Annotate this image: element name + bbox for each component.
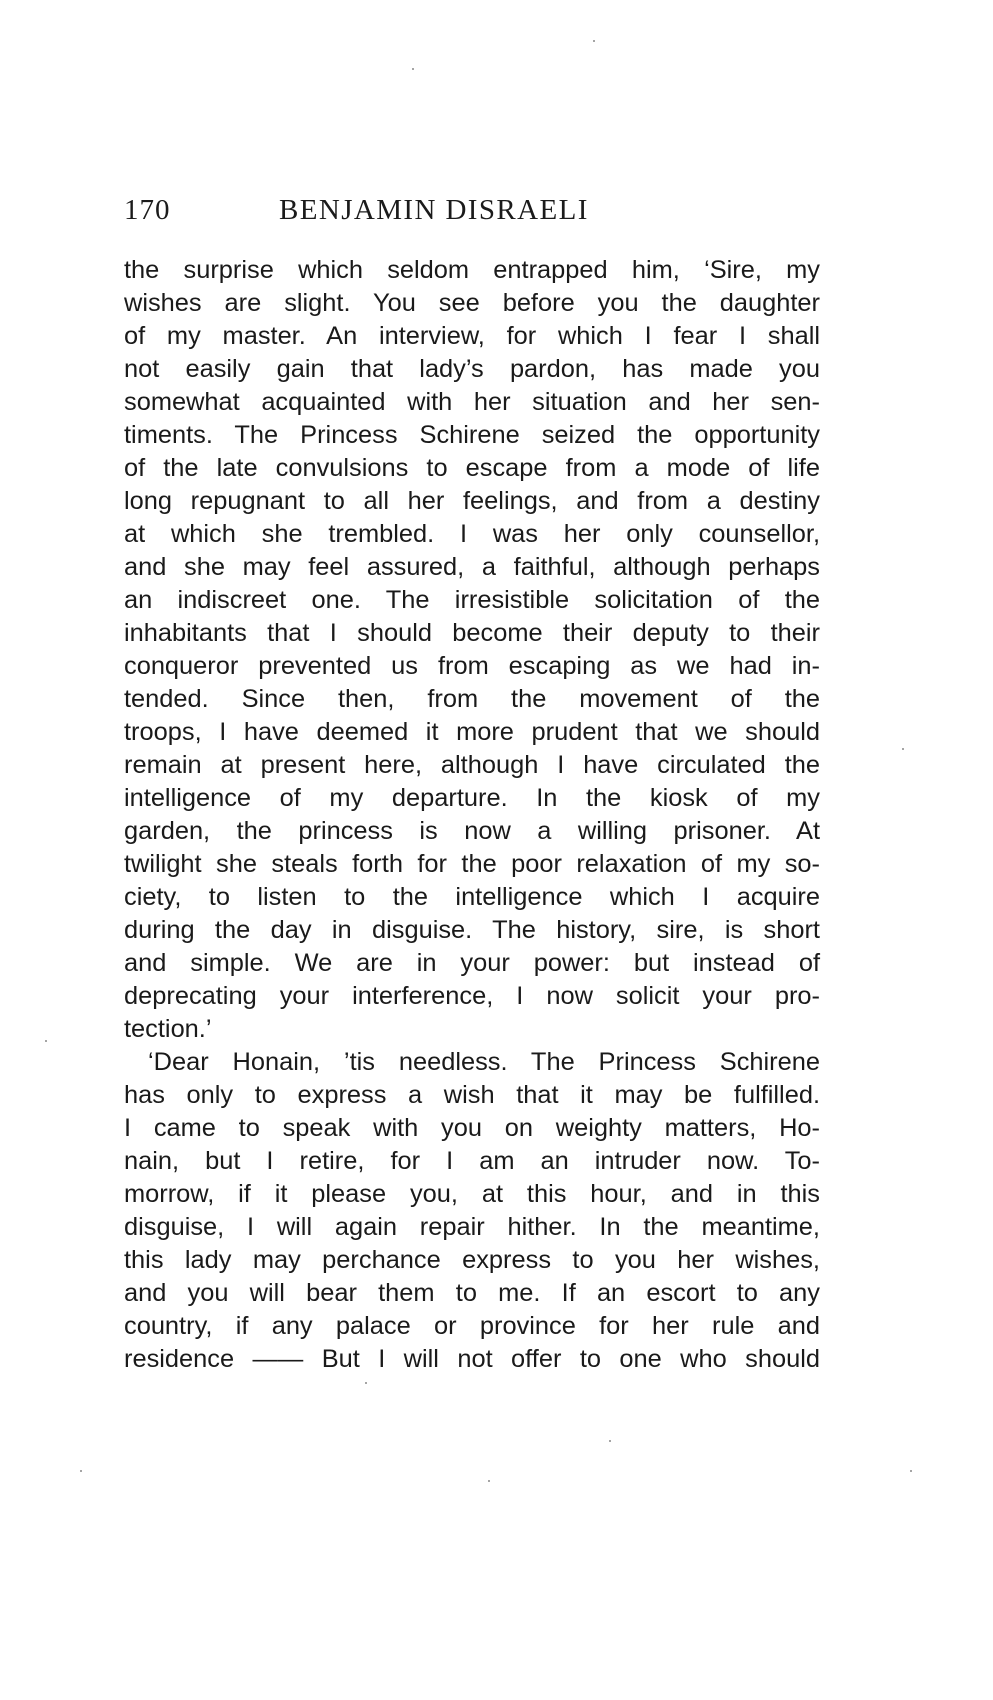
text-line: of the late convulsions to escape from a mode of life (124, 454, 820, 482)
text-line: garden, the princess is now a willing prisoner. At (124, 817, 820, 845)
text-line: morrow, if it please you, at this hour, and in this (124, 1180, 820, 1208)
text-line: long repugnant to all her feelings, and from a destiny (124, 487, 820, 515)
text-line: has only to express a wish that it may be fulfilled. (124, 1081, 820, 1109)
text-line: country, if any palace or province for her rule and (124, 1312, 820, 1340)
text-line: tended. Since then, from the movement of the (124, 685, 820, 713)
text-line: and she may feel assured, a faithful, although perhaps (124, 553, 820, 581)
paragraph (124, 1046, 820, 1376)
text-line: timents. The Princess Schirene seized the opportunity (124, 421, 820, 449)
text-line: disguise, I will again repair hither. In the meantime, (124, 1213, 820, 1241)
scan-speck (365, 1382, 367, 1384)
scan-speck (488, 1480, 490, 1482)
text-line: an indiscreet one. The irresistible solicitation of the (124, 586, 820, 614)
text-line: intelligence of my departure. In the kiosk of my (124, 784, 820, 812)
text-line: at which she trembled. I was her only counsellor, (124, 520, 820, 548)
text-line: wishes are slight. You see before you the daughter (124, 289, 820, 317)
text-line: and simple. We are in your power: but instead of (124, 949, 820, 977)
paragraph (124, 254, 820, 1046)
text-line: nain, but I retire, for I am an intruder now. To- (124, 1147, 820, 1175)
scan-speck (910, 1470, 912, 1472)
page-body-text (124, 254, 820, 1376)
page-header (124, 188, 824, 232)
text-line: the surprise which seldom entrapped him, ‘Sire, my (124, 256, 820, 284)
text-line: ciety, to listen to the intelligence which I acquire (124, 883, 820, 911)
text-line: conqueror prevented us from escaping as we had in- (124, 652, 820, 680)
text-line: residence —— But I will not offer to one who should (124, 1345, 820, 1373)
text-line: deprecating your interference, I now solicit your pro- (124, 982, 820, 1010)
scan-speck (412, 68, 414, 70)
text-line: not easily gain that lady’s pardon, has made you (124, 355, 820, 383)
scan-speck (45, 1040, 47, 1042)
running-title: BENJAMIN DISRAELI (279, 194, 589, 226)
scan-speck (609, 1440, 611, 1442)
text-line: ‘Dear Honain, ’tis needless. The Princess Schirene (148, 1048, 820, 1076)
text-line: somewhat acquainted with her situation and her sen- (124, 388, 820, 416)
text-line: I came to speak with you on weighty matters, Ho- (124, 1114, 820, 1142)
text-line: troops, I have deemed it more prudent that we should (124, 718, 820, 746)
text-line: remain at present here, although I have circulated the (124, 751, 820, 779)
text-line: and you will bear them to me. If an escort to any (124, 1279, 820, 1307)
text-line: tection.’ (124, 1015, 212, 1043)
text-line: this lady may perchance express to you her wishes, (124, 1246, 820, 1274)
text-line: inhabitants that I should become their deputy to their (124, 619, 820, 647)
text-line: twilight she steals forth for the poor relaxation of my so- (124, 850, 820, 878)
text-line: of my master. An interview, for which I fear I shall (124, 322, 820, 350)
scan-speck (80, 1470, 82, 1472)
page-number: 170 (124, 194, 171, 226)
scan-speck (593, 40, 595, 42)
scan-speck (902, 748, 904, 750)
text-line: during the day in disguise. The history, sire, is short (124, 916, 820, 944)
